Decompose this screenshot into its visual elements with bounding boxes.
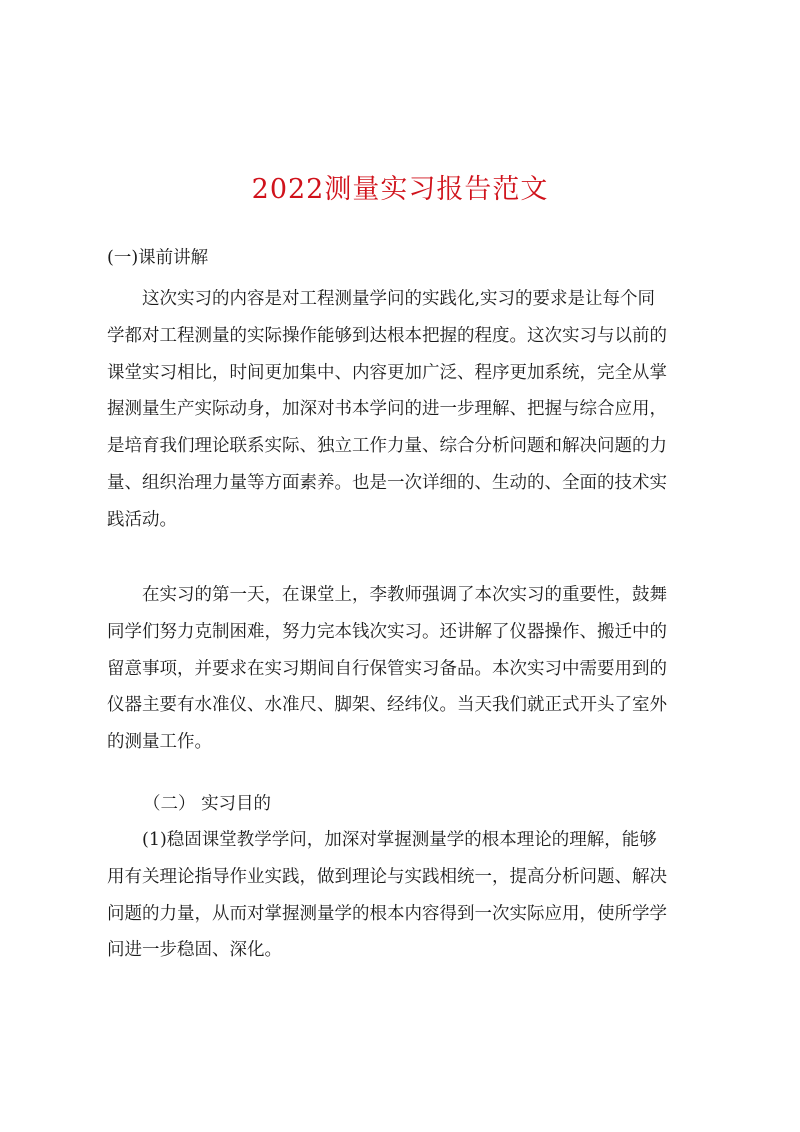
paragraph-line: 课堂实习相比，时间更加集中、内容更加广泛、程序更加系统，完全从掌 xyxy=(107,362,667,383)
paragraph-line: 同学们努力克制困难，努力完本钱次实习。还讲解了仪器操作、搬迁中的 xyxy=(107,621,667,642)
paragraph-line: 仪器主要有水准仪、水准尺、脚架、经纬仪。当天我们就正式开头了室外 xyxy=(107,695,667,716)
paragraph-line: 践活动。 xyxy=(107,509,177,530)
paragraph-line: 量、组织治理力量等方面素养。也是一次详细的、生动的、全面的技术实 xyxy=(107,472,667,493)
document-title: 2022测量实习报告范文 xyxy=(251,174,549,205)
paragraph-line: 的测量工作。 xyxy=(107,732,212,753)
paragraph-line: 问进一步稳固、深化。 xyxy=(107,940,282,961)
paragraph-line: 学都对工程测量的实际操作能够到达根本把握的程度。这次实习与以前的 xyxy=(107,325,667,346)
paragraph-line: 留意事项，并要求在实习期间自行保管实习备品。本次实习中需要用到的 xyxy=(107,658,667,679)
paragraph-line: 在实习的第一天，在课堂上，李教师强调了本次实习的重要性，鼓舞 xyxy=(107,585,667,605)
paragraph-line: 握测量生产实际动身，加深对书本学问的进一步理解、把握与综合应用， xyxy=(107,399,667,420)
paragraph-line: 问题的力量，从而对掌握测量学的根本内容得到一次实际应用，使所学学 xyxy=(107,903,667,924)
paragraph-line: (1)稳固课堂教学学问，加深对掌握测量学的根本理论的理解，能够 xyxy=(107,830,657,850)
paragraph-internship-content xyxy=(107,281,695,539)
paragraph-line: 用有关理论指导作业实践，做到理论与实践相统一，提高分析问题、解决 xyxy=(107,866,667,887)
paragraph-line: 是培育我们理论联系实际、独立工作力量、综合分析问题和解决问题的力 xyxy=(107,436,667,457)
paragraph-first-day xyxy=(107,577,695,761)
paragraph-purpose-one xyxy=(107,822,695,969)
section-heading-internship-purpose xyxy=(107,786,695,823)
paragraph-line: 这次实习的内容是对工程测量学问的实践化,实习的要求是让每个同 xyxy=(107,289,656,309)
section-heading-text: (一)课前讲解 xyxy=(107,248,209,268)
section-heading-text: （二） 实习目的 xyxy=(143,794,272,814)
section-heading-course-lecture xyxy=(107,240,695,277)
